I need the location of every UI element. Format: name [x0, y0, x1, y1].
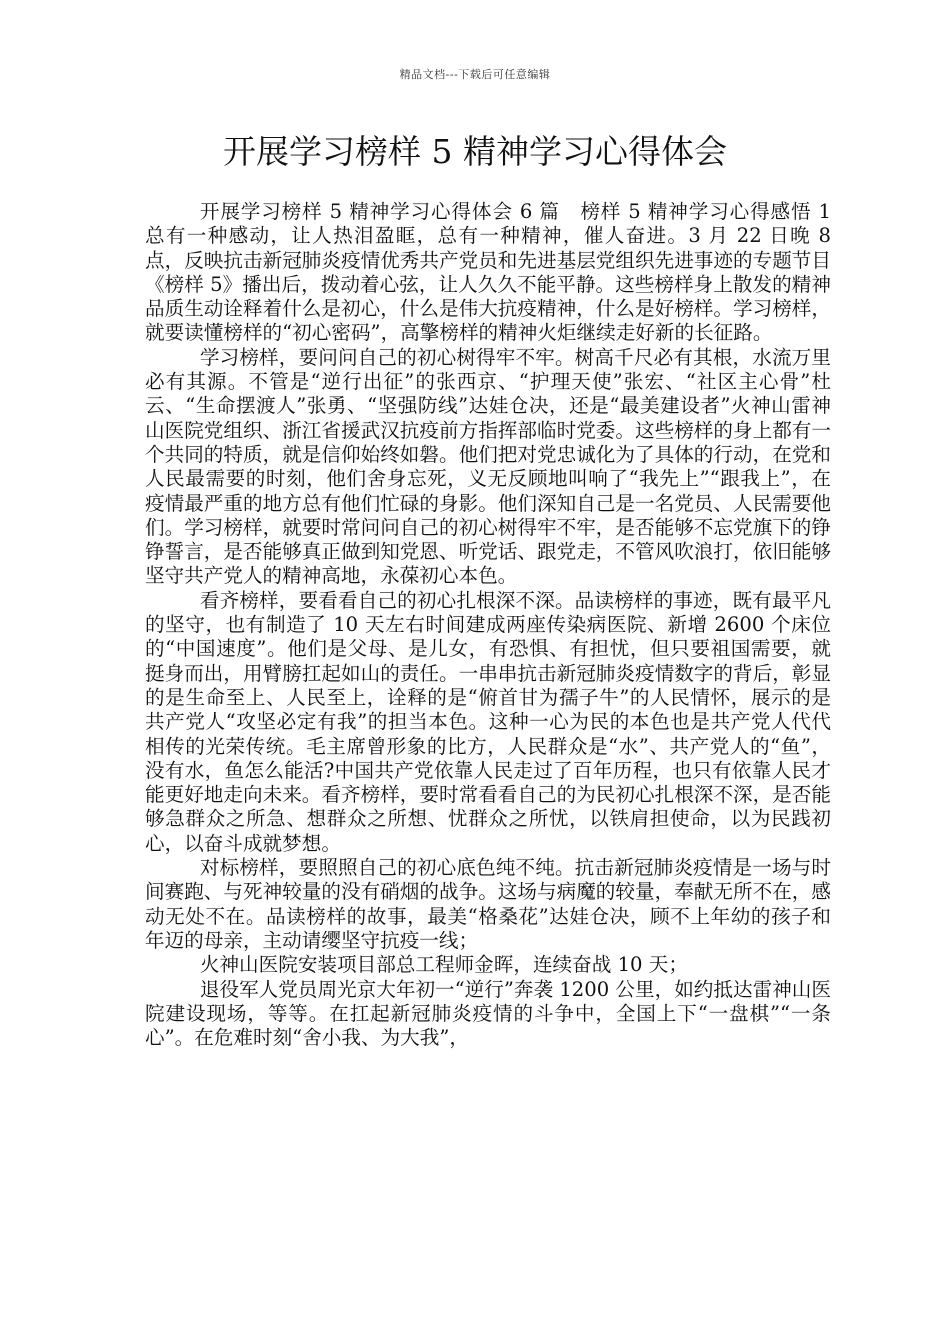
paragraph-zhouguangjing: 退役军人党员周光京大年初一“逆行”奔袭 1200 公里，如约抵达雷神山医院建设现场，等等。在扛起新冠肺炎疫情的斗争中，全国上下“一盘棋”“一条心”。在危难时刻“舍小我、为大我”， — [145, 977, 831, 1050]
paragraph-benchmark: 对标榜样，要照照自己的初心底色纯不纯。抗击新冠肺炎疫情是一场与时间赛跑、与死神较量的没有硝烟的战争。这场与病魔的较量，奉献无所不在，感动无处不在。品读榜样的故事，最美“格桑花”达娃仓决，顾不上年幼的孩子和年迈的母亲，主动请缨坚守抗疫一线； — [145, 856, 831, 952]
paragraph-learn: 学习榜样，要问问自己的初心树得牢不牢。树高千尺必有其根，水流万里必有其源。不管是“逆行出征”的张西京、“护理天使”张宏、“社区主心骨”杜云、“生命摆渡人”张勇、“坚强防线”达娃仓决，还是“最美建设者”火神山雷神山医院党组织、浙江省援武汉抗疫前方指挥部临时党委。这些榜样的身上都有一个共同的特质，就是信仰始终如磐。他们把对党忠诚化为了具体的行动，在党和人民最需要的时刻，他们舍身忘死，义无反顾地叫响了“我先上”“跟我上”，在疫情最严重的地方总有他们忙碌的身影。他们深知自己是一名党员、人民需要他们。学习榜样，就要时常问问自己的初心树得牢不牢，是否能够不忘党旗下的铮铮誓言，是否能够真正做到知党恩、听党话、跟党走，不管风吹浪打，依旧能够坚守共产党人的精神高地，永葆初心本色。 — [145, 345, 831, 588]
paragraph-align: 看齐榜样，要看看自己的初心扎根深不深。品读榜样的事迹，既有最平凡的坚守，也有制造了 10 天左右时间建成两座传染病医院、新增 2600 个床位的“中国速度”。他们是父母、是儿女，有恐惧、有担忧，但只要祖国需要，就挺身而出，用臂膀扛起如山的责任。一串串抗击新冠肺炎疫情数字的背后，彰显的是生命至上、人民至上，诠释的是“俯首甘为孺子牛”的人民情怀，展示的是共产党人“攻坚必定有我”的担当本色。这种一心为民的本色也是共产党人代代相传的光荣传统。毛主席曾形象的比方，人民群众是“水”、共产党人的“鱼”，没有水，鱼怎么能活?中国共产党依靠人民走过了百年历程，也只有依靠人民才能更好地走向未来。看齐榜样，要时常看看自己的为民初心扎根深不深，是否能够急群众之所急、想群众之所想、忧群众之所忧，以铁肩担使命，以为民践初心，以奋斗成就梦想。 — [145, 588, 831, 855]
document-body — [145, 200, 851, 1050]
paragraph-jinhui: 火神山医院安装项目部总工程师金晖，连续奋战 10 天； — [199, 953, 688, 977]
header-note: 精品文档---下载后可任意编辑 — [399, 68, 551, 81]
paragraph-intro: 开展学习榜样 5 精神学习心得体会 6 篇 榜样 5 精神学习心得感悟 1 总有一种感动，让人热泪盈眶，总有一种精神，催人奋进。3 月 22 日晚 8 点，反映抗击新冠肺炎疫情优秀共产党员和先进基层党组织先进事迹的专题节目《榜样 5》播出后，拨动着心弦，让人久久不能平静。这些榜样身上散发的精神品质生动诠释着什么是初心，什么是伟大抗疫精神，什么是好榜样。学习榜样，就要读懂榜样的“初心密码”，高擎榜样的精神火炬继续走好新的长征路。 — [145, 200, 851, 345]
document-title: 开展学习榜样 5 精神学习心得体会 — [223, 132, 727, 171]
